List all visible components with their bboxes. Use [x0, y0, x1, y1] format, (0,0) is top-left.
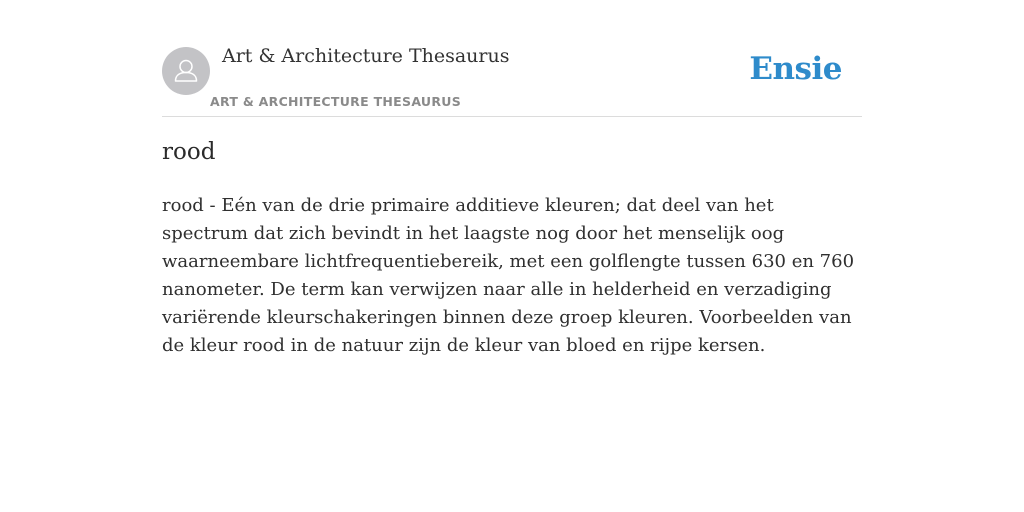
brand-logo[interactable]: Ensie	[749, 51, 842, 87]
source-subtitle[interactable]: ART & ARCHITECTURE THESAURUS	[210, 94, 462, 109]
entry-header	[162, 44, 862, 117]
avatar[interactable]	[162, 47, 210, 95]
entry-definition: rood - Eén van de drie primaire additieve kleuren; dat deel van het spectrum dat zich bevindt in het laagste nog door het menselijk oog waarneembare lichtfrequentiebereik, met een golflengte tussen 630 en 760 nanometer. De term kan verwijzen naar alle in helderheid en verzadiging variërende kleurschakeringen binnen deze groep kleuren. Voorbeelden van de kleur rood in de natuur zijn de kleur van bloed en rijpe kersen.	[162, 195, 855, 356]
user-icon	[162, 47, 210, 95]
source-title[interactable]: Art & Architecture Thesaurus	[222, 45, 510, 67]
entry-term: rood	[162, 139, 216, 165]
